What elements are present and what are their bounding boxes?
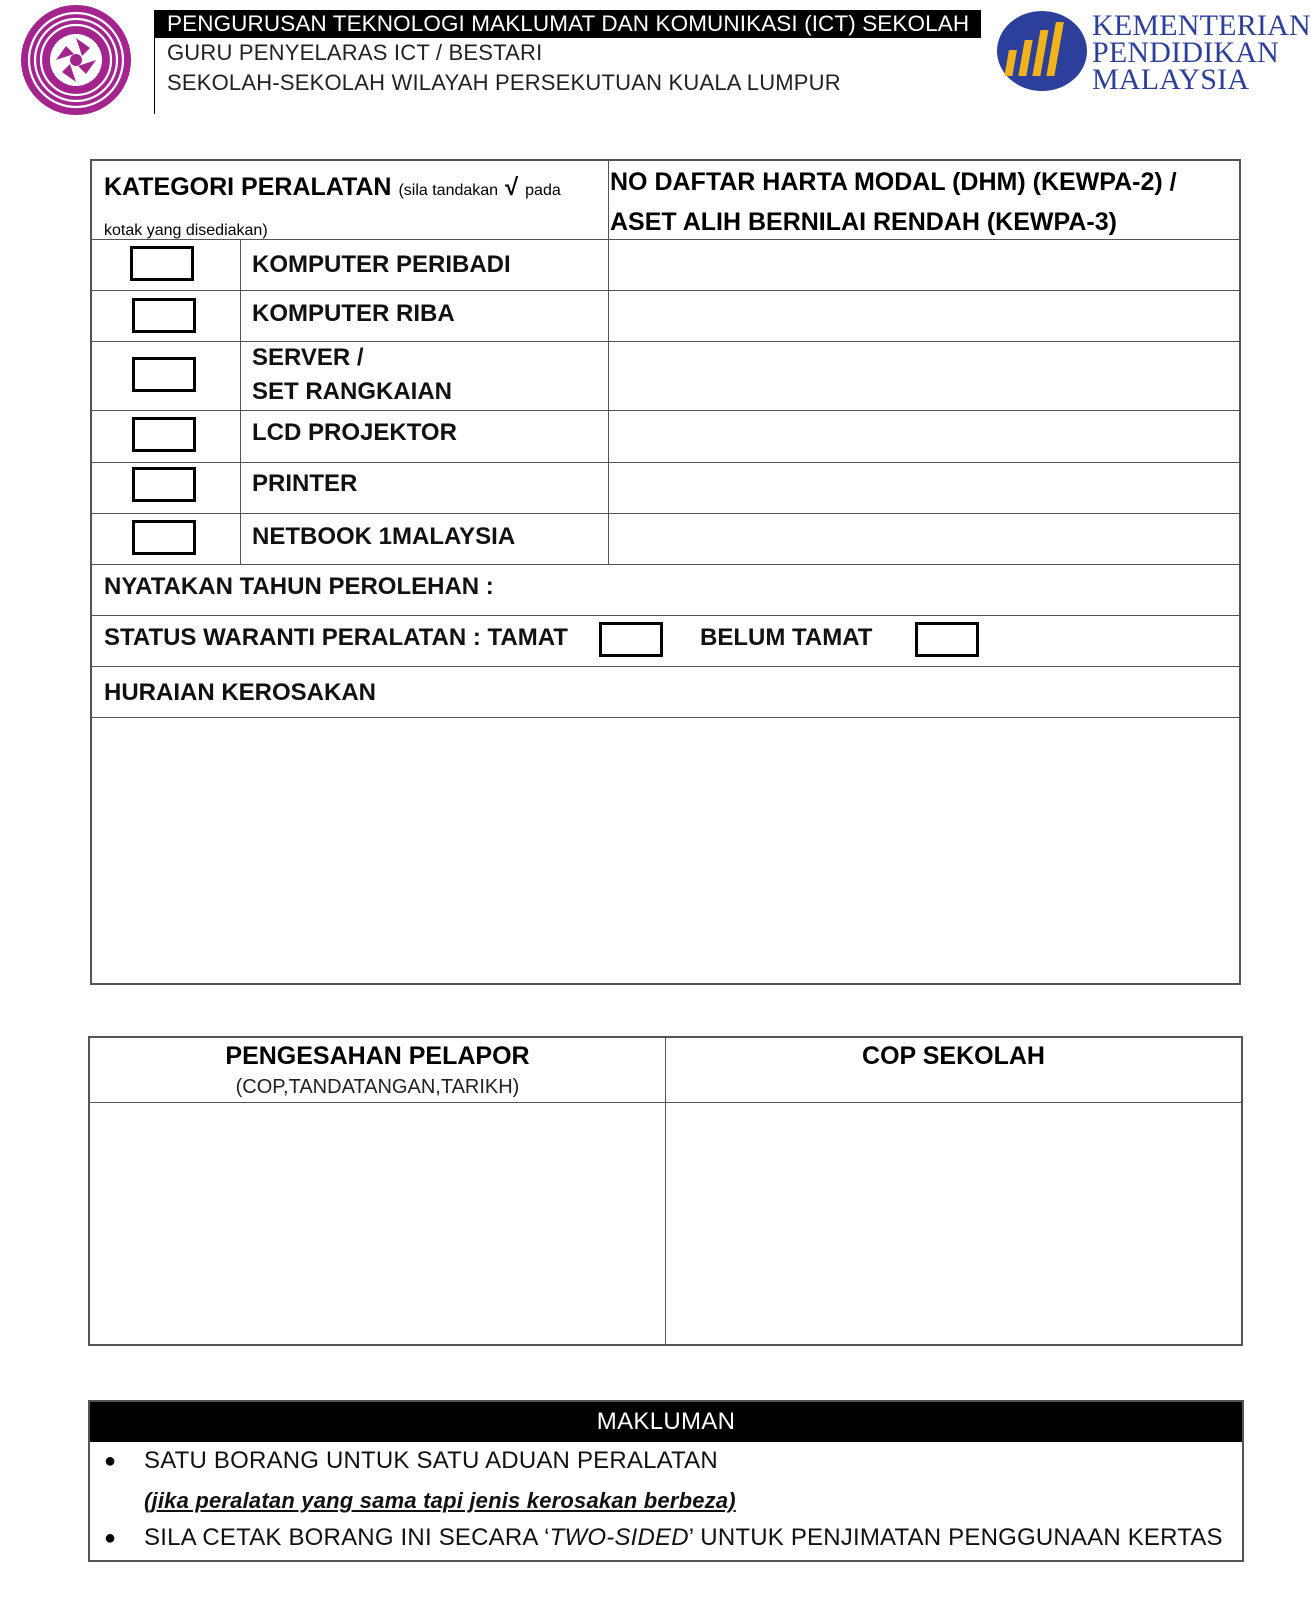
reporter-verification-title: PENGESAHAN PELAPOR — [225, 1042, 530, 1070]
equipment-label: PRINTER — [252, 470, 358, 497]
ministry-emblem — [996, 10, 1088, 92]
acquisition-year-label: NYATAKAN TAHUN PEROLEHAN : — [104, 573, 494, 600]
ministry-line2: PENDIDIKAN — [1092, 36, 1279, 69]
note-item-2-a: SILA CETAK BORANG INI SECARA ‘ — [144, 1524, 550, 1551]
school-stamp-field[interactable] — [666, 1103, 1241, 1344]
checkbox-netbook[interactable] — [132, 520, 196, 555]
notes-section — [88, 1400, 1244, 1562]
checkbox-server[interactable] — [132, 357, 196, 392]
asset-number-cell[interactable] — [609, 342, 1239, 410]
ministry-line3: MALAYSIA — [1092, 63, 1250, 96]
equipment-label-line2: SET RANGKAIAN — [252, 378, 453, 405]
equipment-label: KOMPUTER RIBA — [252, 300, 455, 327]
equipment-report-form — [90, 159, 1241, 985]
asset-number-cell[interactable] — [609, 411, 1239, 462]
ministry-line1: KEMENTERIAN — [1092, 9, 1311, 42]
checkbox-lcd-projektor[interactable] — [132, 417, 196, 452]
category-title: KATEGORI PERALATAN — [104, 173, 392, 201]
damage-description-field[interactable] — [92, 729, 1239, 981]
checkbox-printer[interactable] — [132, 467, 196, 502]
asset-number-cell[interactable] — [609, 291, 1239, 341]
asset-number-cell[interactable] — [609, 240, 1239, 290]
note-item-2-emphasis: TWO-SIDED — [549, 1524, 689, 1551]
equipment-label: NETBOOK 1MALAYSIA — [252, 523, 516, 550]
school-stamp-title: COP SEKOLAH — [862, 1042, 1045, 1070]
asset-header-line1: NO DAFTAR HARTA MODAL (DHM) (KEWPA-2) / — [610, 168, 1177, 196]
checkbox-komputer-peribadi[interactable] — [130, 246, 194, 281]
ministry-wordmark — [1092, 9, 1311, 96]
asset-number-cell[interactable] — [609, 514, 1239, 564]
checkbox-komputer-riba[interactable] — [132, 298, 196, 333]
note-item-1: SATU BORANG UNTUK SATU ADUAN PERALATAN — [144, 1447, 718, 1474]
warranty-status-label: STATUS WARANTI PERALATAN : TAMAT — [104, 624, 568, 651]
warranty-not-expired-label: BELUM TAMAT — [700, 624, 873, 651]
bullet-icon: ● — [104, 1450, 117, 1472]
checkbox-warranty-active[interactable] — [915, 622, 979, 657]
school-ict-logo — [20, 4, 132, 116]
signature-section — [88, 1036, 1243, 1346]
header-band-title: PENGURUSAN TEKNOLOGI MAKLUMAT DAN KOMUNIKASI (ICT) SEKOLAH — [155, 10, 981, 38]
header-subtitle: GURU PENYELARAS ICT / BESTARI — [167, 40, 543, 65]
equipment-label: KOMPUTER PERIBADI — [252, 251, 511, 278]
note-item-2-b: ’ UNTUK PENJIMATAN PENGGUNAAN KERTAS — [688, 1524, 1223, 1551]
header-region: SEKOLAH-SEKOLAH WILAYAH PERSEKUTUAN KUALA LUMPUR — [167, 70, 841, 95]
asset-register-header — [610, 162, 1177, 242]
note-item-2 — [144, 1524, 1223, 1552]
bullet-icon: ● — [104, 1527, 117, 1549]
equipment-label: LCD PROJEKTOR — [252, 419, 457, 446]
category-instruction-b: pada kotak yang disediakan) — [104, 182, 561, 239]
asset-number-cell[interactable] — [609, 463, 1239, 513]
checkbox-warranty-expired[interactable] — [599, 622, 663, 657]
reporter-verification-subtitle: (COP,TANDATANGAN,TARIKH) — [235, 1076, 520, 1098]
note-item-1-detail: (jika peralatan yang sama tapi jenis kerosakan berbeza) — [144, 1488, 736, 1513]
damage-description-label: HURAIAN KEROSAKAN — [104, 679, 377, 706]
tick-mark: √ — [505, 174, 519, 201]
equipment-label: SERVER / — [252, 344, 364, 371]
reporter-signature-field[interactable] — [90, 1103, 665, 1344]
asset-header-line2: ASET ALIH BERNILAI RENDAH (KEWPA-3) — [610, 208, 1117, 236]
category-instruction-a: (sila tandakan — [398, 182, 499, 199]
notes-title: MAKLUMAN — [90, 1402, 1242, 1442]
category-header — [104, 169, 602, 249]
